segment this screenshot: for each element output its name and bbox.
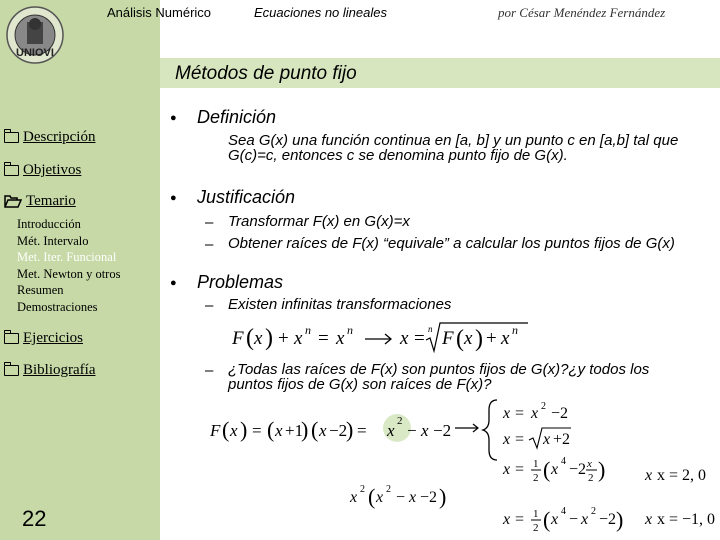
dash-icon: – [205, 214, 214, 231]
svg-text:2: 2 [533, 522, 539, 534]
nav-temario[interactable] [4, 193, 76, 210]
svg-text:(: ( [246, 325, 254, 351]
open-folder-icon [4, 195, 22, 208]
page-number: 22 [22, 506, 47, 531]
svg-text:): ) [475, 326, 483, 352]
svg-text:): ) [240, 417, 248, 442]
svg-text:=: = [414, 328, 425, 349]
dash-icon: – [205, 297, 214, 314]
chapter-title: Ecuaciones no lineales [254, 5, 387, 20]
definicion-text: Sea G(x) una función continua en [a, b] y un punto c en [a,b] tal que G(c)=c, entonces c se denomina punto fijo de G(x). [228, 132, 679, 164]
svg-text:x: x [645, 511, 653, 528]
svg-text:x: x [645, 467, 653, 484]
svg-text:x: x [503, 431, 511, 448]
svg-text:−2: −2 [433, 421, 452, 440]
svg-text:=: = [318, 328, 329, 349]
nav-bibliografia[interactable] [4, 362, 95, 379]
temario-item-iter-funcional[interactable]: Met. Iter. Funcional [17, 250, 117, 264]
slide-title: Métodos de punto fijo [175, 63, 357, 84]
svg-text:(: ( [456, 326, 464, 352]
svg-text:(: ( [368, 484, 376, 509]
svg-text:−2: −2 [329, 421, 348, 440]
svg-text:x: x [551, 461, 559, 478]
root-label-1: x = 2, 0 [657, 467, 707, 484]
nav-label: Ejercicios [23, 330, 83, 346]
svg-text:x: x [336, 328, 345, 349]
example-formulas [205, 398, 720, 540]
nav-descripcion[interactable] [4, 129, 95, 146]
course-title: Análisis Numérico [107, 5, 212, 20]
logo-text: UNIOVI [16, 47, 54, 59]
svg-text:+2: +2 [553, 431, 571, 448]
svg-text:x: x [587, 458, 592, 470]
heading-problemas: Problemas [197, 272, 284, 292]
svg-text:x: x [501, 328, 510, 349]
svg-text:−2: −2 [599, 511, 617, 528]
svg-text:−: − [407, 421, 417, 440]
svg-text:2: 2 [588, 472, 594, 484]
dash-icon: – [205, 362, 214, 379]
svg-text:F: F [442, 328, 454, 349]
svg-text:x: x [551, 511, 559, 528]
temario-item-newton[interactable]: Met. Newton y otros [17, 267, 121, 281]
nav-objetivos[interactable] [4, 162, 81, 179]
svg-text:x: x [400, 328, 409, 349]
justificacion-item: Obtener raíces de F(x) “equivale” a calcular los puntos fijos de G(x) [228, 235, 675, 252]
svg-text:x: x [350, 489, 358, 506]
svg-text:): ) [598, 457, 606, 482]
problemas-item: Existen infinitas transformaciones [228, 296, 452, 313]
svg-text:F: F [210, 421, 221, 440]
bullet-icon: ● [170, 277, 177, 289]
university-logo [4, 4, 66, 66]
svg-text:1: 1 [533, 508, 539, 520]
folder-icon [4, 132, 19, 143]
nav-ejercicios[interactable] [4, 330, 83, 347]
svg-text:x: x [319, 421, 327, 440]
svg-text:−: − [396, 489, 406, 506]
svg-text:1: 1 [533, 458, 539, 470]
transformation-formula [228, 318, 538, 356]
svg-text:2: 2 [397, 415, 403, 427]
svg-text:x: x [230, 421, 238, 440]
folder-icon [4, 165, 19, 176]
svg-text:4: 4 [561, 456, 566, 467]
svg-text:+1: +1 [285, 421, 304, 440]
svg-text:(: ( [311, 417, 319, 442]
svg-text:x: x [275, 421, 283, 440]
problemas-item: ¿Todas las raíces de F(x) son puntos fijos de G(x)?¿y todos los puntos fijos de G(x) son raíces de F(x)? [228, 361, 650, 393]
svg-text:F: F [232, 328, 244, 349]
svg-text:): ) [346, 417, 354, 442]
svg-text:=: = [515, 405, 525, 422]
svg-text:+: + [486, 328, 497, 349]
svg-text:−2: −2 [420, 489, 438, 506]
svg-text:=: = [515, 511, 525, 528]
svg-text:x: x [254, 328, 263, 349]
svg-text:2: 2 [360, 484, 365, 495]
svg-text:): ) [439, 484, 447, 509]
svg-text:=: = [252, 421, 262, 440]
svg-text:x: x [543, 431, 551, 448]
svg-text:=: = [515, 431, 525, 448]
svg-text:): ) [265, 325, 273, 351]
svg-text:x: x [531, 405, 539, 422]
svg-text:x: x [581, 511, 589, 528]
bullet-icon: ● [170, 192, 177, 204]
svg-text:x: x [464, 328, 473, 349]
svg-text:2: 2 [541, 401, 546, 412]
heading-justificacion: Justificación [197, 187, 296, 207]
svg-text:x: x [421, 421, 429, 440]
dash-icon: – [205, 236, 214, 253]
svg-text:n: n [347, 323, 353, 337]
svg-text:x: x [503, 511, 511, 528]
svg-text:n: n [512, 323, 518, 337]
temario-item-intervalo[interactable]: Mét. Intervalo [17, 234, 89, 248]
heading-definicion: Definición [197, 107, 277, 127]
folder-icon [4, 365, 19, 376]
nav-label: Objetivos [23, 162, 82, 178]
svg-text:(: ( [543, 457, 551, 482]
bullet-icon: ● [170, 112, 177, 124]
svg-text:4: 4 [561, 506, 566, 517]
svg-text:x: x [294, 328, 303, 349]
svg-text:x: x [376, 489, 384, 506]
svg-text:(: ( [222, 417, 230, 442]
justificacion-item: Transformar F(x) en G(x)=x [228, 213, 410, 230]
temario-item-resumen[interactable]: Resumen [17, 283, 64, 297]
svg-text:−2: −2 [551, 405, 569, 422]
svg-text:n: n [305, 323, 311, 337]
svg-text:−: − [569, 511, 579, 528]
svg-text:=: = [515, 461, 525, 478]
svg-text:2: 2 [386, 484, 391, 495]
svg-text:x: x [387, 421, 395, 440]
folder-icon [4, 333, 19, 344]
svg-text:=: = [357, 421, 367, 440]
root-label-2: x = −1, 0 [657, 511, 716, 528]
nav-label: Descripción [23, 129, 96, 145]
svg-text:2: 2 [533, 472, 539, 484]
svg-text:): ) [616, 507, 624, 532]
svg-text:n: n [428, 324, 433, 334]
svg-text:): ) [301, 417, 309, 442]
nav-label: Temario [26, 193, 76, 209]
svg-text:(: ( [543, 507, 551, 532]
temario-item-demostraciones[interactable]: Demostraciones [17, 300, 98, 314]
nav-label: Bibliografía [23, 362, 96, 378]
svg-text:(: ( [267, 417, 275, 442]
temario-item-introduccion[interactable]: Introducción [17, 217, 81, 231]
svg-text:x: x [503, 461, 511, 478]
svg-text:−2: −2 [569, 461, 587, 478]
svg-text:x: x [503, 405, 511, 422]
svg-text:2: 2 [591, 506, 596, 517]
author: por César Menéndez Fernández [498, 5, 666, 20]
svg-text:+: + [278, 328, 289, 349]
svg-text:x: x [409, 489, 417, 506]
